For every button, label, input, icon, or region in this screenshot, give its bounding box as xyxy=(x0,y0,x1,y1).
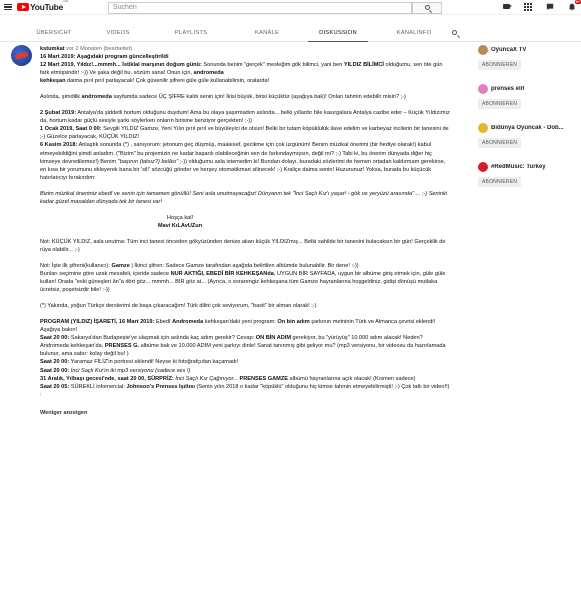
related-channel xyxy=(478,45,581,70)
subscribe-button[interactable]: ABONNIEREN xyxy=(478,60,521,70)
post-body xyxy=(40,45,450,417)
post-paragraph: Saat 20 00: Yaramaz FİLİZ'in portresi eklendi! Neyse ki fotoğrafçıdan kaçamadı! xyxy=(40,359,239,366)
post-paragraph: Bunları seçimine göre uzak mesafeli, içeride sadece NUR AKTIĞI, EBEDÎ BİR KEHKEŞANda, UYGUN BİR SAYFADA, uygun bir albüme giriş etmek için, güle güle kullan! Orada "eski güneşleri ân"a dört göz... mmmh... BİR göz at... (Ayrıca, o esrarengiz kehkeşana tüm Gamze hayranlarına hoşgeldiniz, gidişi dönüşü mutlaka ücretsiz, poşetsizdir bile! :-)) xyxy=(40,271,446,294)
notifications-badge: 9+ xyxy=(576,0,580,4)
search-input[interactable] xyxy=(108,2,412,14)
channel-name[interactable]: #RedMusic: Turkey xyxy=(491,164,546,170)
tab-channels[interactable]: KANÄLE xyxy=(254,30,280,36)
post-paragraph: : xyxy=(40,391,42,398)
tab-discussion[interactable]: DISKUSSION xyxy=(308,25,368,42)
related-channel xyxy=(478,162,581,187)
post-paragraph: PROGRAM (YILDIZ) İŞARETİ, 16 Mart 2019: Ebedî Andromeda kehkeşan'daki yeni program: On bin adım şarkının metninin Türk ve Almanca çevrisi eklendi! Aşağıya bakın! xyxy=(40,319,436,334)
post-paragraph: Saat 20 00: Sakarya'dan Budapeşte'ye ulaşmak için aslında kaç adım gerekir? Cevap: ON BİN ADIM gerekiyor, bu "yürüyüş" 10.000 adım alacak! Neden? Andromeda kehkeşan'da, PRENSES G. albüme bak ve 10.000 ADIM yeni şarkıyı dinle! Sanat tanınmış gibi geliyor mu? (mp3 versiyonu, bir videosu da hazırlamada bulunur, ama sabır: kolay değil bu! ) xyxy=(40,335,446,358)
post-paragraph: 31 Aralık, Yılbaşı gecesi'nde, saat 20 00, SÜRPRİZ: İnci Saçlı Kız Çağınıyor... PRENSES GAMZE albümü hayranlarına açık olacak! (Kısmen sadece) xyxy=(40,375,416,382)
channel-name[interactable]: prenses elif xyxy=(491,86,525,92)
post-paragraph: 6 Kasim 2018: Anlaştık sonunda (*) , sanıyorum: jetonum geç düşmüş, maalesef, gecikme için çok üzgünüm! Benim müzikal önerimi (bir hediye olarak!) kabul etmeyebildiğini şimdi anladım. ("Bizim" bu projemizin ne kadar başarılı olabileceğinin sen de farkındaymışsın, değil mi? ;-) Tabi ki, bu önerim dünyada diğer hiç kimseye devredilemez!) Benim "başının (tatsız?) belâsı" ;-)) olduğumu asla istemedim ki! Bundan dolayı, buradaki sözlerimi de hemen ortadan kaldırmam gerekirse, en kısa bir yorumunu ekleyerek bana bir 'sil!' sözcüğü gönder ve herşey otomatikman silinecek! ;-) Kraliçe daima senin! Huzurunuz! Yoksa, burada bu küçücük hatırlatıcıyı bırakırdım: xyxy=(40,142,446,181)
logo-country: DE xyxy=(63,0,69,3)
post-paragraph: 12 Mart 2019, Yıldız!...mmmh... İstiklal marşının doğum günü: Sonunda benim "gerçek" mesleğim gök bilimci, yani ben YILDIZ BİLİMCİ olduğumu, sen öte gün fark etmişsindir! :-)) Ve şaka değil bu, sözüm sana! Onun için, andromeda kehkeşan daima pırıl pırıl parlayacak! Çok güvenilir şifreni güle güle kullanabilirsin, oralarda! xyxy=(40,62,443,85)
notifications-bell-icon[interactable] xyxy=(567,0,580,11)
subscribe-button[interactable]: ABONNIEREN xyxy=(478,99,521,109)
logo-text: YouTube xyxy=(30,2,63,12)
post-paragraph: Aslında, şimdilik andromeda sayfamda sadece ÜÇ ŞİFRE kaldı senin için! İkisi büyük, birisi küçüktür (aşağıya bak)! Onları tahmin edebilir misin? ;-) xyxy=(40,94,406,101)
create-video-icon[interactable] xyxy=(501,2,511,11)
search-icon xyxy=(425,5,430,10)
channel-avatar[interactable] xyxy=(478,123,488,133)
tab-videos[interactable]: VIDEOS xyxy=(106,30,130,36)
channel-name[interactable]: Bidünya Oyuncak - Dob... xyxy=(491,125,564,131)
apps-grid-icon[interactable] xyxy=(523,2,533,11)
subscribe-button[interactable]: ABONNIEREN xyxy=(478,138,521,148)
search-placeholder: Suchen xyxy=(113,4,137,11)
post-quote: Bizim müzikal önerimiz ebedî ve senin için tamamen gönüllü! Seni asla unutmayacağız! Dünyanın tek "İnci Saçlı Kız'ı yaşar! - gök ve yeryüzü arasında" ... ;-) Seninki kadar güzel masaldan dünyada tek bir tanesi var! xyxy=(40,190,448,205)
related-channel xyxy=(478,123,581,148)
tab-overview[interactable]: ÜBERSICHT xyxy=(36,30,72,36)
channel-avatar[interactable] xyxy=(478,162,488,172)
search-button[interactable] xyxy=(412,2,442,14)
post-paragraph: 2 Şubat 2019: Antalya'da şiddetli hortum olduğunu duydum! Ama bu olaya şaşırmadım aslında... belki yıllardır bile kasırgalara Antalya cazibe eder – Küçük Yıldızımız da, hortum kadar güçlü sesiyle şarkı söylerken onların birisine benziyor gerçekten! ;-)) xyxy=(40,110,450,125)
channel-search-icon xyxy=(452,30,457,35)
top-bar xyxy=(0,0,581,15)
youtube-logo[interactable] xyxy=(17,2,69,12)
related-channels xyxy=(478,45,581,201)
post-line: 16 Mart 2019: Aşağıdaki program güncelleştirildi xyxy=(40,54,169,61)
show-less-button[interactable]: Weniger anzeigen xyxy=(40,409,88,416)
messages-icon[interactable] xyxy=(545,2,555,11)
post-paragraph: (*) Yakında, yoğun Türkçe derslerimi de başa çıkaracağım! Türk dilini çok seviyorum, "basit" bir alman olarak! ;-) xyxy=(40,303,317,310)
post-signature: Mavi KıLAvUZun xyxy=(157,222,203,229)
tab-about[interactable]: KANALINFO xyxy=(396,30,432,36)
post-farewell: Hoşça kal! xyxy=(166,214,194,221)
post-paragraph: Saat 20 00: İnci Saçlı Kız'ın iki mp3 versiyonu (sadece ses !) xyxy=(40,367,191,374)
author-name[interactable]: kstumkat xyxy=(40,46,65,52)
author-avatar[interactable] xyxy=(11,45,32,66)
tab-playlists[interactable]: PLAYLISTS xyxy=(174,30,208,36)
post-paragraph: 1 Ocak 2019, Saat 0 00: Sevgili YILDIZ Gamze, Yeni Yılın pırıl pırıl ve büyüleyici de olsun! Belki bir tutam köpüklülük ilave edelim ve karbeyaz incilerin bir tanesini de ;-) Güzelce parlayacak, KÜÇÜK YILDIZ! xyxy=(40,126,449,141)
related-channel xyxy=(478,84,581,109)
post-paragraph: Saat 20 05: SÜREKLİ infomercial: Johnson's Prenses Işıltısı (Senin yılın 2018 o kadar "köpüklü" olduğunu hiç kimse tahmin etmeyebilirmişti! ;-) Çok tatlı bir video!!) xyxy=(40,383,450,390)
channel-avatar[interactable] xyxy=(478,84,488,94)
post-timestamp[interactable]: vor 2 Monaten (bearbeitet) xyxy=(66,46,133,52)
youtube-play-icon xyxy=(17,3,29,12)
channel-tabs xyxy=(0,25,581,42)
subscribe-button[interactable]: ABONNIEREN xyxy=(478,177,521,187)
post-paragraph: Not: İşte ilk şifreni(kullanıcı): Gamze | İkinci şifren: Sadece Gamze tarafından aşağıda belirtilen albümde bulunabilir. Bir dene! :-)) xyxy=(40,262,359,269)
post-paragraph: Not: KÜÇÜK YILDIZ, asla unutma: Tüm inci tanesi önceden gökyüzünden denize akan küçük YILDIZmış... Belki sahilde bir tanesini bulacaksın bir gün! Gerçeklik de rüya olabilir... ;-) xyxy=(40,238,446,253)
hamburger-menu-icon[interactable] xyxy=(2,1,14,13)
channel-search-button[interactable] xyxy=(452,30,457,35)
channel-name[interactable]: OyuncaX TV xyxy=(491,47,527,53)
channel-avatar[interactable] xyxy=(478,45,488,55)
